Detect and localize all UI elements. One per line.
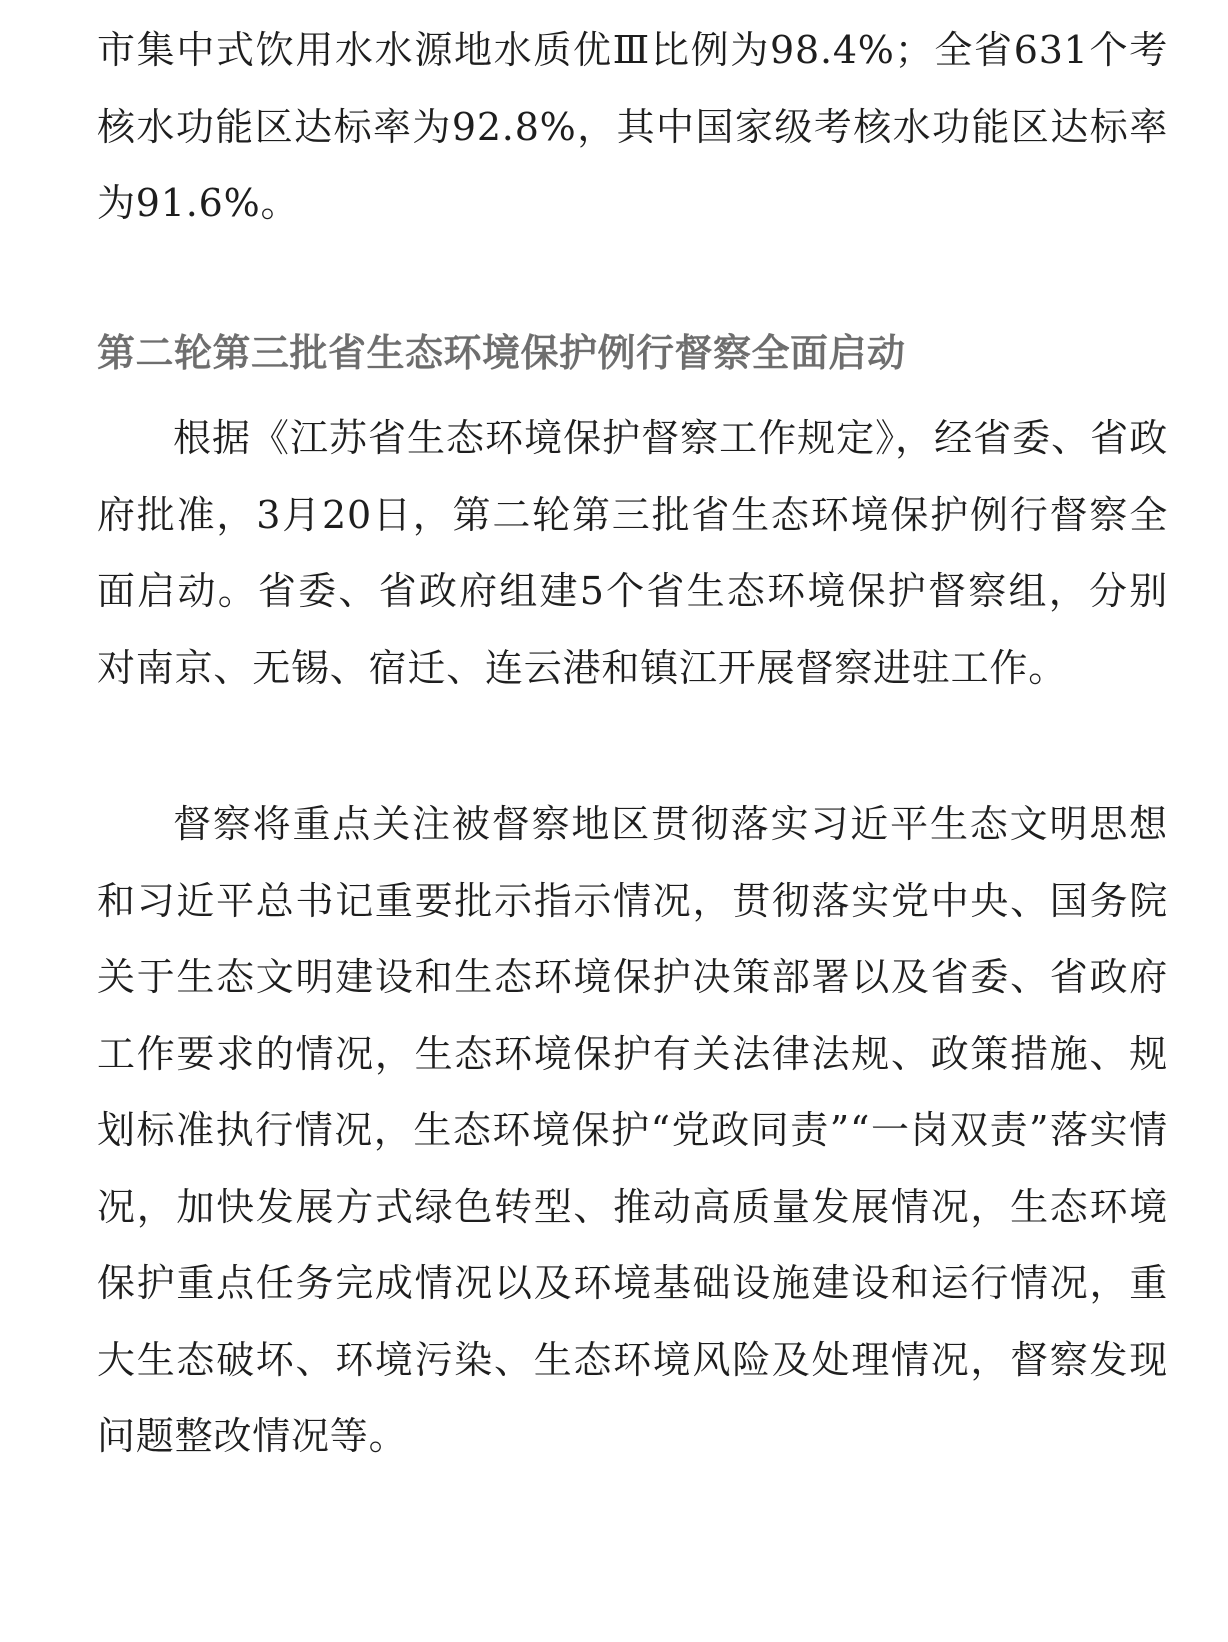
section-heading: 第二轮第三批省生态环境保护例行督察全面启动 xyxy=(97,331,906,375)
paragraph-water-quality: 市集中式饮用水水源地水质优Ⅲ比例为98.4%；全省631个考核水功能区达标率为92.8%，其中国家级考核水功能区达标率为91.6%。 xyxy=(97,28,1168,225)
paragraph-inspection-launch: 根据《江苏省生态环境保护督察工作规定》，经省委、省政府批准，3月20日，第二轮第三批省生态环境保护例行督察全面启动。省委、省政府组建5个省生态环境保护督察组，分别对南京、无锡、宿迁、连云港和镇江开展督察进驻工作。 xyxy=(97,416,1168,690)
paragraph-inspection-focus: 督察将重点关注被督察地区贯彻落实习近平生态文明思想和习近平总书记重要批示指示情况，贯彻落实党中央、国务院关于生态文明建设和生态环境保护决策部署以及省委、省政府工作要求的情况，生态环境保护有关法律法规、政策措施、规划标准执行情况，生态环境保护“党政同责”“一岗双责”落实情况，加快发展方式绿色转型、推动高质量发展情况，生态环境保护重点任务完成情况以及环境基础设施建设和运行情况，重大生态破坏、环境污染、生态环境风险及处理情况，督察发现问题整改情况等。 xyxy=(97,802,1168,1458)
